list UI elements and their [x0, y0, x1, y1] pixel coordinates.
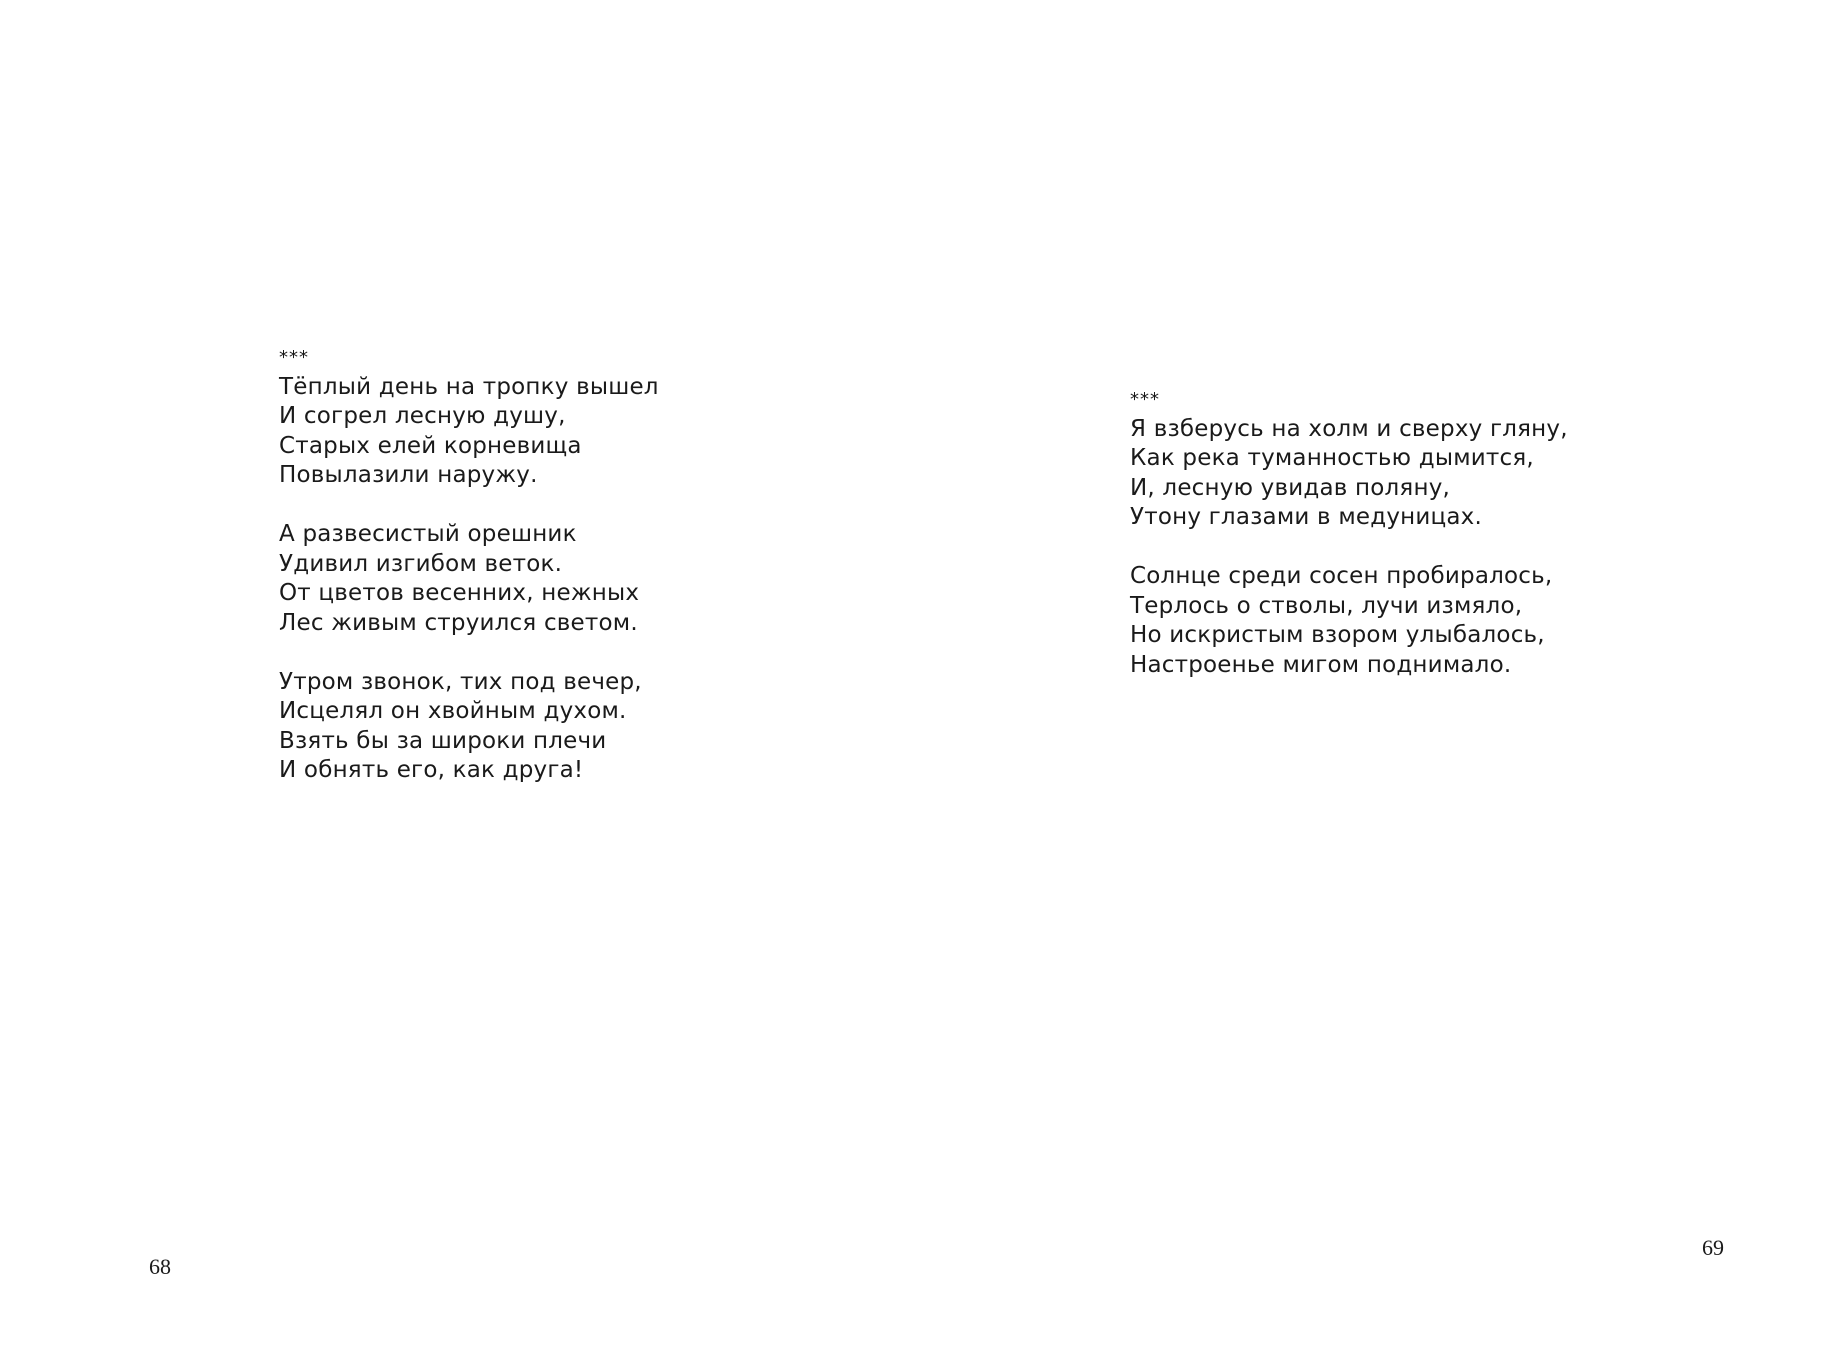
- poem-right: [1130, 385, 1568, 680]
- poem-line: И, лесную увидав поляну,: [1130, 474, 1451, 501]
- poem-line: Но искристым взором улыбалось,: [1130, 622, 1545, 648]
- stanza: [279, 520, 659, 638]
- poem-line: Старых елей корневища: [279, 432, 582, 459]
- poem-line: Удивил изгибом веток.: [279, 550, 563, 577]
- poem-separator: ***: [1130, 389, 1160, 410]
- poem-line: Исцелял он хвойным духом.: [279, 698, 627, 724]
- stanza: [1130, 562, 1568, 680]
- page-number: 69: [1702, 1235, 1724, 1260]
- poem-line: Взять бы за широки плечи: [279, 727, 607, 754]
- poem-line: От цветов весенних, нежных: [279, 580, 640, 606]
- poem-line: И согрел лесную душу,: [279, 403, 566, 429]
- stanza: [279, 373, 659, 491]
- poem-line: А развесистый орешник: [279, 521, 577, 547]
- poem-line: Настроенье мигом поднимало.: [1130, 651, 1512, 678]
- poem-line: Тёплый день на тропку вышел: [279, 373, 659, 400]
- poem-line: Утону глазами в медуницах.: [1130, 504, 1482, 530]
- page-number: 68: [149, 1254, 171, 1279]
- poem-line: Утром звонок, тих под вечер,: [279, 668, 642, 695]
- poem-line: Солнце среди сосен пробиралось,: [1130, 563, 1553, 589]
- poem-line: Лес живым струился светом.: [279, 609, 638, 636]
- stanza: [1130, 415, 1568, 533]
- poem-line: Я взберусь на холм и сверху гляну,: [1130, 415, 1568, 442]
- poem-left: [279, 343, 659, 786]
- poem-line: Как река туманностью дымится,: [1130, 445, 1534, 471]
- poem-line: Терлось о стволы, лучи измяло,: [1130, 592, 1523, 619]
- poem-line: Повылазили наружу.: [279, 462, 538, 488]
- stanza: [279, 668, 659, 786]
- left-page: [0, 0, 919, 1356]
- right-page: [920, 0, 1839, 1356]
- poem-separator: ***: [279, 347, 309, 368]
- poem-line: И обнять его, как друга!: [279, 757, 584, 783]
